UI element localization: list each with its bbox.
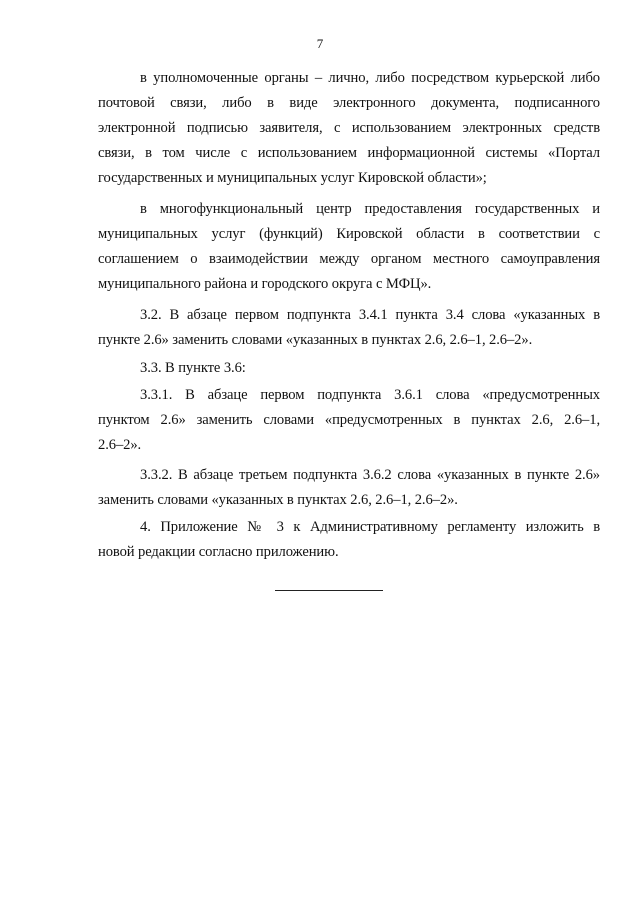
paragraph-3-3 [98,356,600,381]
paragraph-line: государственных и муниципальных услуг Кировской области»; [98,170,487,186]
paragraph-line: муниципальных услуг (функций) Кировской области в соответствии с [98,226,600,242]
paragraph-3-3-2 [98,463,600,513]
paragraph-line: заменить словами «указанных в пунктах 2.6, 2.6–1, 2.6–2». [98,492,458,508]
paragraph-line: 3.3.1. В абзаце первом подпункта 3.6.1 слова «предусмотренных [140,387,600,403]
paragraph-line: 3.2. В абзаце первом подпункта 3.4.1 пункта 3.4 слова «указанных в [140,307,600,323]
paragraph-line: 3.3.2. В абзаце третьем подпункта 3.6.2 слова «указанных в пункте 2.6» [140,467,600,483]
paragraph-line: новой редакции согласно приложению. [98,544,339,560]
paragraph-line: муниципального района и городского округа с МФЦ». [98,276,432,292]
paragraph-delivery-methods [98,66,600,191]
paragraph-line: 2.6–2». [98,437,142,453]
end-of-text-rule [275,590,383,591]
paragraph-mfc [98,197,600,297]
paragraph-line: связи, в том числе с использованием информационной системы «Портал [98,145,600,161]
page-number: 7 [316,36,324,51]
paragraph-line: почтовой связи, либо в виде электронного документа, подписанного [98,95,600,111]
paragraph-line: пунктом 2.6» заменить словами «предусмотренных в пунктах 2.6, 2.6–1, [98,412,600,428]
paragraph-line: пункте 2.6» заменить словами «указанных в пунктах 2.6, 2.6–1, 2.6–2». [98,332,533,348]
paragraph-line: соглашением о взаимодействии между органом местного самоуправления [98,251,600,267]
paragraph-line: электронной подписью заявителя, с использованием электронных средств [98,120,600,136]
paragraph-4 [98,515,600,565]
paragraph-line: 4. Приложение № 3 к Административному регламенту изложить в [140,519,600,535]
paragraph-3-2 [98,303,600,353]
paragraph-line: в многофункциональный центр предоставления государственных и [140,201,600,217]
paragraph-3-3-1 [98,383,600,458]
paragraph-line: в уполномоченные органы – лично, либо посредством курьерской либо [140,70,600,86]
paragraph-line: 3.3. В пункте 3.6: [140,360,246,376]
